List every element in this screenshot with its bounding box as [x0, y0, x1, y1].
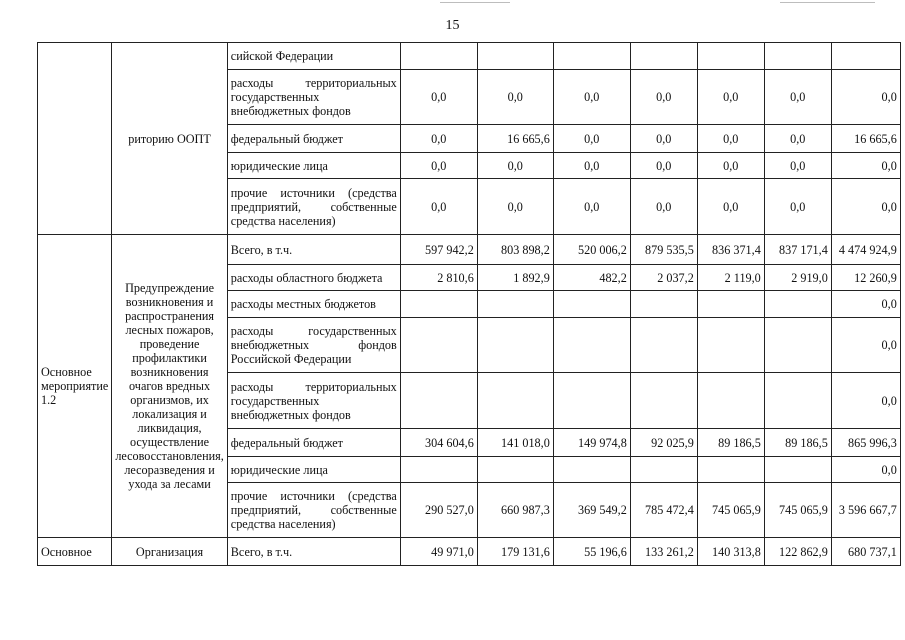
value-cell [477, 43, 553, 70]
value-cell [553, 318, 630, 373]
funding-source-cell: расходы территориальных государственных внебюджетных фондов [227, 373, 400, 429]
value-cell [630, 457, 697, 483]
scan-artifact-line [780, 2, 875, 3]
value-cell: 836 371,4 [697, 235, 764, 265]
value-cell: 597 942,2 [400, 235, 477, 265]
budget-table [37, 42, 901, 566]
value-cell [697, 457, 764, 483]
value-cell: 89 186,5 [697, 429, 764, 457]
value-cell: 2 119,0 [697, 265, 764, 291]
value-cell [697, 291, 764, 318]
funding-source-cell: расходы областного бюджета [227, 265, 400, 291]
value-cell: 49 971,0 [400, 538, 477, 566]
value-cell [477, 291, 553, 318]
value-cell: 0,0 [630, 70, 697, 125]
value-cell: 55 196,6 [553, 538, 630, 566]
value-cell: 0,0 [477, 153, 553, 179]
value-cell: 0,0 [630, 179, 697, 235]
value-cell: 2 810,6 [400, 265, 477, 291]
funding-source-cell: расходы местных бюджетов [227, 291, 400, 318]
event-description-cell: Предупреждение возникновения и распространения лесных пожаров, проведение профилактики возникновения очагов вредных организмов, их локализация и ликвидация, осуществление лесовосстановления, лесоразведения и ухода за лесами [112, 235, 227, 538]
value-cell: 745 065,9 [697, 483, 764, 538]
value-cell [400, 43, 477, 70]
value-cell: 141 018,0 [477, 429, 553, 457]
value-cell: 0,0 [764, 153, 831, 179]
scan-artifact-line [440, 2, 510, 3]
value-cell [764, 291, 831, 318]
value-cell: 0,0 [831, 373, 900, 429]
value-cell [400, 291, 477, 318]
value-cell: 3 596 667,7 [831, 483, 900, 538]
value-cell: 785 472,4 [630, 483, 697, 538]
value-cell: 482,2 [553, 265, 630, 291]
funding-source-cell: юридические лица [227, 153, 400, 179]
value-cell: 2 037,2 [630, 265, 697, 291]
value-cell: 89 186,5 [764, 429, 831, 457]
value-cell: 16 665,6 [477, 125, 553, 153]
value-cell [477, 318, 553, 373]
value-cell: 0,0 [697, 125, 764, 153]
value-cell: 0,0 [764, 70, 831, 125]
value-cell [697, 43, 764, 70]
value-cell [831, 43, 900, 70]
value-cell: 149 974,8 [553, 429, 630, 457]
funding-source-cell: юридические лица [227, 457, 400, 483]
funding-source-cell: Всего, в т.ч. [227, 538, 400, 566]
value-cell: 865 996,3 [831, 429, 900, 457]
page-number: 15 [445, 18, 460, 33]
value-cell: 0,0 [764, 179, 831, 235]
event-description-cell: Организация [112, 538, 227, 566]
value-cell: 4 474 924,9 [831, 235, 900, 265]
value-cell: 0,0 [400, 70, 477, 125]
value-cell: 122 862,9 [764, 538, 831, 566]
value-cell: 520 006,2 [553, 235, 630, 265]
value-cell [400, 457, 477, 483]
value-cell: 92 025,9 [630, 429, 697, 457]
funding-source-cell: Всего, в т.ч. [227, 235, 400, 265]
value-cell: 803 898,2 [477, 235, 553, 265]
value-cell: 745 065,9 [764, 483, 831, 538]
value-cell: 660 987,3 [477, 483, 553, 538]
funding-source-cell: прочие источники (средства предприятий, собственные средства населения) [227, 483, 400, 538]
event-cell: Основное [38, 538, 112, 566]
value-cell: 0,0 [553, 70, 630, 125]
value-cell [477, 373, 553, 429]
value-cell [764, 457, 831, 483]
value-cell [630, 291, 697, 318]
value-cell [764, 43, 831, 70]
funding-source-cell: прочие источники (средства предприятий, собственные средства населения) [227, 179, 400, 235]
event-cell [38, 43, 112, 235]
value-cell: 2 919,0 [764, 265, 831, 291]
table-row [38, 43, 901, 70]
value-cell: 12 260,9 [831, 265, 900, 291]
value-cell: 133 261,2 [630, 538, 697, 566]
value-cell [553, 291, 630, 318]
funding-source-cell: расходы государственных внебюджетных фондов Российской Федерации [227, 318, 400, 373]
value-cell: 0,0 [400, 153, 477, 179]
value-cell [553, 373, 630, 429]
value-cell: 369 549,2 [553, 483, 630, 538]
value-cell: 0,0 [831, 179, 900, 235]
value-cell: 837 171,4 [764, 235, 831, 265]
value-cell: 0,0 [697, 70, 764, 125]
event-cell: Основное мероприятие 1.2 [38, 235, 112, 538]
value-cell [400, 318, 477, 373]
value-cell [764, 318, 831, 373]
value-cell [630, 43, 697, 70]
value-cell: 0,0 [477, 179, 553, 235]
value-cell: 0,0 [831, 291, 900, 318]
value-cell: 0,0 [697, 153, 764, 179]
event-description-cell: риторию ООПТ [112, 43, 227, 235]
value-cell: 304 604,6 [400, 429, 477, 457]
value-cell: 290 527,0 [400, 483, 477, 538]
value-cell: 0,0 [400, 125, 477, 153]
value-cell [400, 373, 477, 429]
value-cell [697, 373, 764, 429]
value-cell: 0,0 [831, 318, 900, 373]
value-cell: 0,0 [400, 179, 477, 235]
value-cell [477, 457, 553, 483]
value-cell [764, 373, 831, 429]
value-cell: 0,0 [697, 179, 764, 235]
value-cell: 140 313,8 [697, 538, 764, 566]
funding-source-cell: федеральный бюджет [227, 125, 400, 153]
value-cell: 16 665,6 [831, 125, 900, 153]
table-row [38, 235, 901, 265]
value-cell [553, 457, 630, 483]
value-cell [697, 318, 764, 373]
value-cell: 0,0 [553, 125, 630, 153]
value-cell: 0,0 [553, 179, 630, 235]
value-cell: 0,0 [831, 457, 900, 483]
value-cell: 0,0 [630, 153, 697, 179]
value-cell [630, 318, 697, 373]
value-cell: 0,0 [764, 125, 831, 153]
value-cell: 680 737,1 [831, 538, 900, 566]
value-cell: 1 892,9 [477, 265, 553, 291]
value-cell: 879 535,5 [630, 235, 697, 265]
value-cell: 0,0 [553, 153, 630, 179]
funding-source-cell: федеральный бюджет [227, 429, 400, 457]
value-cell [630, 373, 697, 429]
funding-source-cell: расходы территориальных государственных внебюджетных фондов [227, 70, 400, 125]
value-cell: 179 131,6 [477, 538, 553, 566]
funding-source-cell: сийской Федерации [227, 43, 400, 70]
value-cell [553, 43, 630, 70]
value-cell: 0,0 [831, 153, 900, 179]
table-row [38, 538, 901, 566]
value-cell: 0,0 [831, 70, 900, 125]
value-cell: 0,0 [630, 125, 697, 153]
value-cell: 0,0 [477, 70, 553, 125]
